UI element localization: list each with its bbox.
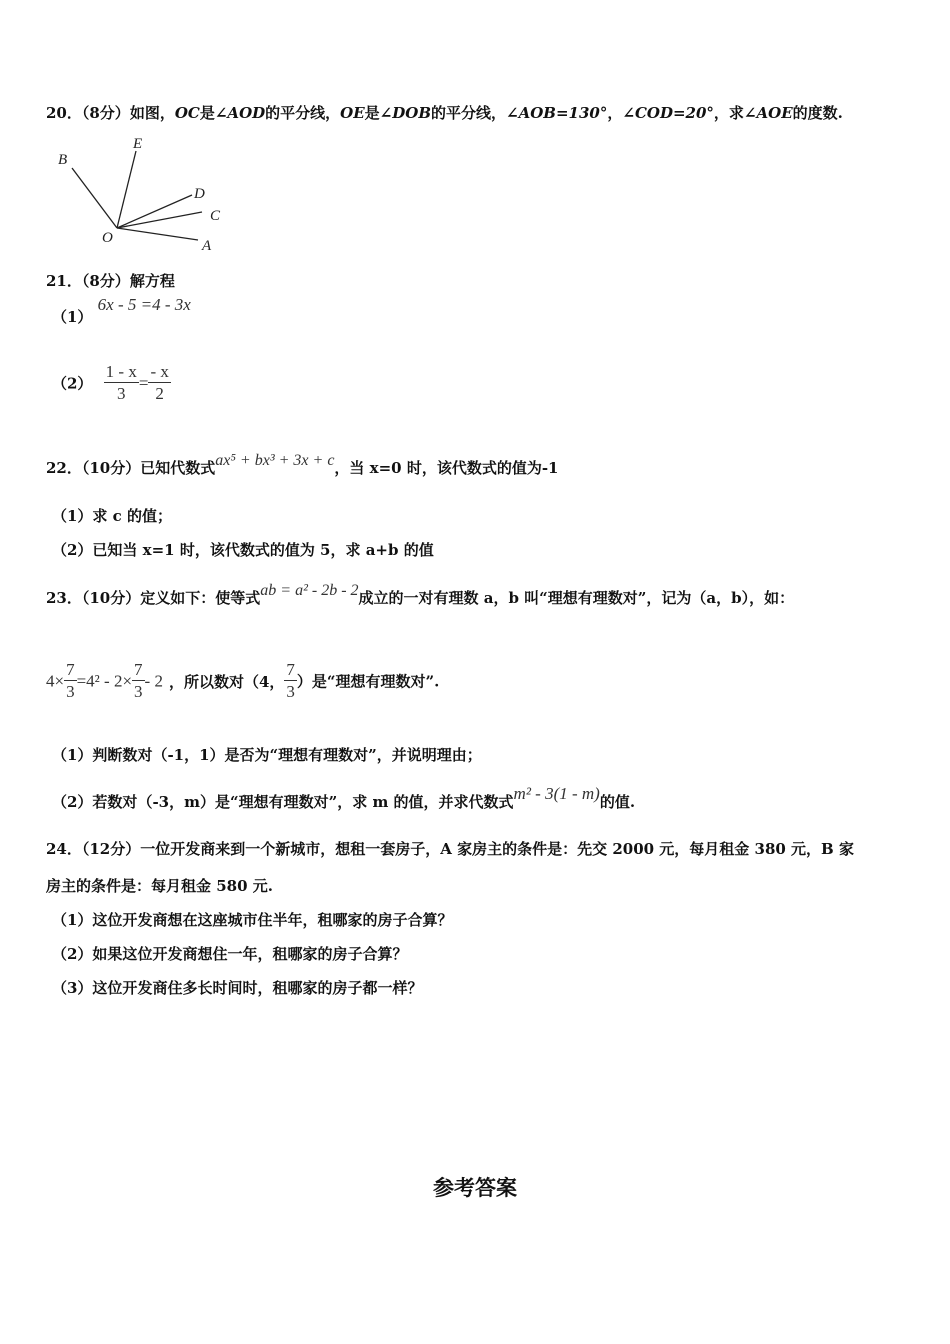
q22-part2: （2）已知当 x=1 时，该代数式的值为 5，求 a+b 的值 bbox=[52, 541, 434, 559]
q20-angle-cod: ∠COD=20° bbox=[622, 104, 714, 122]
q21-part2-label: （2） bbox=[52, 374, 93, 393]
q20-angle-aod: ∠AOD bbox=[214, 104, 266, 122]
q24-part3: （3）这位开发商住多长时间时，租哪家的房子都一样？ bbox=[52, 979, 423, 997]
q21-right-denominator: 2 bbox=[155, 384, 164, 403]
q23-example-fraction bbox=[132, 660, 145, 703]
q20-oc: OC bbox=[174, 104, 200, 122]
q20-line bbox=[46, 103, 843, 123]
q21-text: 解方程 bbox=[129, 272, 175, 290]
q24-line2: 房主的条件是：每月租金 580 元. bbox=[46, 877, 273, 895]
q23-example-text: ）是“理想有理数对”. bbox=[296, 672, 440, 691]
q23-ex-numerator: 7 bbox=[286, 660, 295, 679]
q23-ex-denominator: 3 bbox=[286, 682, 295, 701]
q20-text: ， bbox=[607, 104, 623, 122]
q21-line bbox=[46, 271, 175, 291]
q22-part1: （1）求 c 的值； bbox=[52, 507, 173, 525]
q23-ex-denominator: 3 bbox=[66, 682, 75, 701]
q23-ex-denominator: 3 bbox=[134, 682, 143, 701]
label-a: A bbox=[202, 238, 212, 254]
q22-score: （10分） bbox=[81, 459, 141, 477]
q22-number: 22． bbox=[46, 459, 82, 477]
q20-text: 的平分线， bbox=[265, 104, 341, 122]
q24-line1: 24．（12分）一位开发商来到一个新城市，想租一套房子，A 家房主的条件是：先交 2000 元，每月租金 380 元，B 家 bbox=[46, 840, 854, 858]
q23-part1: （1）判断数对（-1，1）是否为“理想有理数对”，并说明理由； bbox=[52, 746, 482, 764]
q21-part2-left-fraction bbox=[104, 362, 139, 405]
q20-angle-figure bbox=[50, 132, 240, 257]
ray-oa bbox=[117, 228, 198, 240]
q20-angle-dob: ∠DOB bbox=[379, 104, 431, 122]
q23-example-part: - 2 bbox=[144, 671, 163, 691]
q20-oe: OE bbox=[340, 104, 365, 122]
label-c: C bbox=[210, 208, 221, 224]
q22-text: ，当 x=0 时，该代数式的值为-1 bbox=[334, 459, 559, 477]
q21-left-denominator: 3 bbox=[117, 384, 126, 403]
q23-example-fraction bbox=[284, 660, 297, 703]
q24-part1: （1）这位开发商想在这座城市住半年，租哪家的房子合算？ bbox=[52, 911, 453, 929]
answers-title: 参考答案 bbox=[433, 1176, 517, 1200]
q20-text: 是 bbox=[199, 104, 215, 122]
q21-part1-label: （1） bbox=[52, 308, 93, 326]
q23-example-part: 4× bbox=[46, 671, 65, 691]
q21-part2 bbox=[52, 362, 171, 405]
label-d: D bbox=[194, 186, 205, 202]
label-o: O bbox=[102, 230, 113, 246]
q23-part2 bbox=[52, 784, 636, 812]
label-e: E bbox=[133, 136, 143, 152]
ray-od bbox=[117, 195, 192, 228]
q23-text: 定义如下：使等式 bbox=[140, 589, 261, 607]
q24-part2: （2）如果这位开发商想住一年，租哪家的房子合算？ bbox=[52, 945, 408, 963]
q20-text: 如图， bbox=[129, 104, 175, 122]
ray-oc bbox=[117, 212, 202, 228]
q22-expression: ax⁵ + bx³ + 3x + c bbox=[215, 452, 335, 469]
q20-text: 的度数. bbox=[792, 104, 843, 122]
q21-number: 21． bbox=[46, 272, 82, 290]
q23-expression: ab = a² - 2b - 2 bbox=[260, 582, 359, 599]
q23-part2-expression: m² - 3(1 - m) bbox=[513, 784, 600, 803]
ray-oe bbox=[117, 151, 136, 228]
q21-right-numerator: - x bbox=[150, 362, 169, 381]
q20-text: ，求 bbox=[713, 104, 744, 122]
q23-part2-text: （2）若数对（-3，m）是“理想有理数对”，求 m 的值，并求代数式 bbox=[52, 793, 514, 811]
q23-ex-numerator: 7 bbox=[134, 660, 143, 679]
q23-ex-numerator: 7 bbox=[66, 660, 75, 679]
q21-part1 bbox=[52, 295, 191, 329]
q22-line bbox=[46, 452, 559, 479]
q21-part1-equation: 6x - 5 =4 - 3x bbox=[97, 295, 191, 314]
q23-example-fraction bbox=[64, 660, 77, 703]
q23-example bbox=[46, 660, 439, 703]
q23-text: 成立的一对有理数 a，b 叫“理想有理数对”，记为（a，b），如： bbox=[358, 589, 795, 607]
q23-part2-text: 的值. bbox=[599, 793, 636, 811]
q22-text: 已知代数式 bbox=[140, 459, 216, 477]
q21-part2-equals: = bbox=[138, 373, 149, 393]
q20-text: 是 bbox=[364, 104, 380, 122]
q21-part2-right-fraction bbox=[148, 362, 170, 405]
label-b: B bbox=[58, 152, 68, 168]
q20-score: （8分） bbox=[81, 104, 130, 122]
q20-angle-aoe: ∠AOE bbox=[743, 104, 793, 122]
q23-line bbox=[46, 582, 795, 609]
q20-angle-aob: ∠AOB=130° bbox=[506, 104, 608, 122]
q21-left-numerator: 1 - x bbox=[105, 362, 137, 381]
q23-number: 23． bbox=[46, 589, 82, 607]
q23-example-part: =4² - 2× bbox=[76, 671, 133, 691]
q23-example-text: ，所以数对（4， bbox=[168, 672, 285, 691]
q23-score: （10分） bbox=[81, 589, 141, 607]
q21-score: （8分） bbox=[81, 272, 130, 290]
q20-text: 的平分线， bbox=[431, 104, 507, 122]
q20-number: 20． bbox=[46, 104, 82, 122]
ray-ob bbox=[72, 168, 117, 228]
